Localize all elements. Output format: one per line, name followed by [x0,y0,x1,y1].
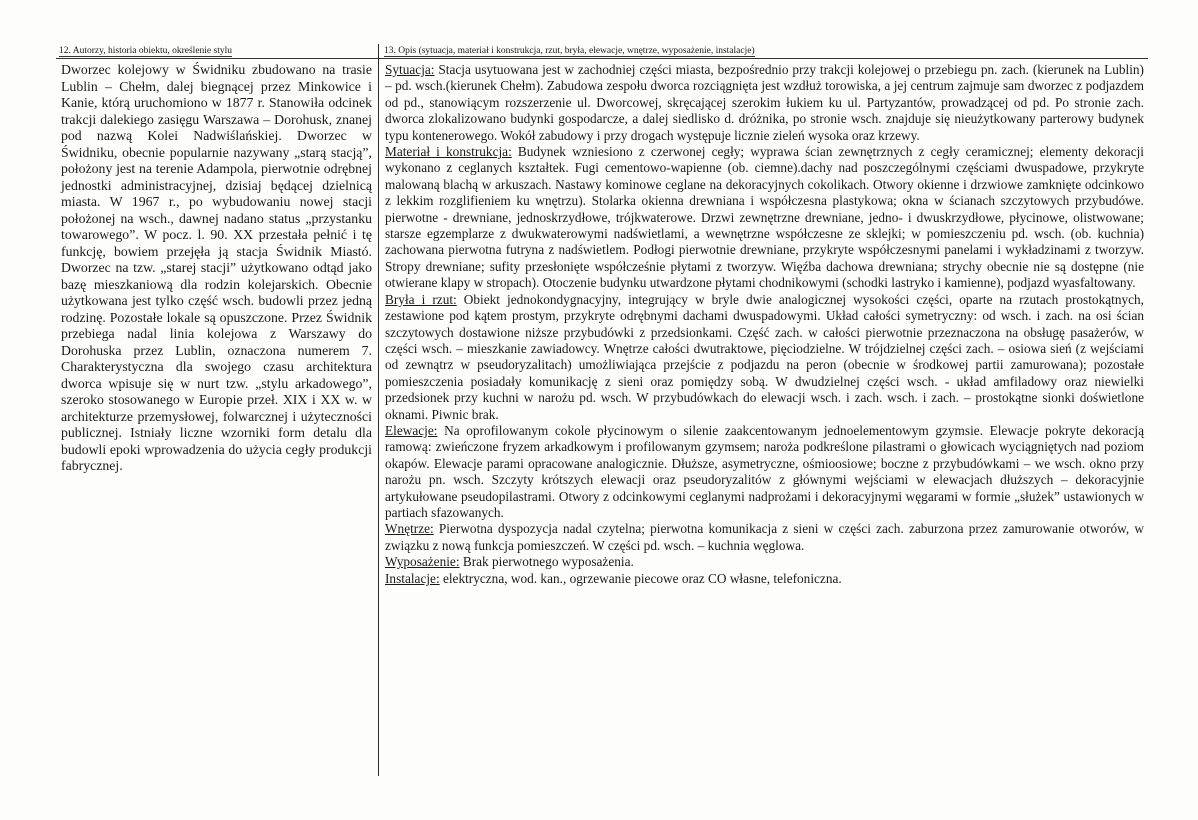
section-elevations [385,423,1144,521]
section-text: elektryczna, wod. kan., ogrzewanie piecowe oraz CO własne, telefoniczna. [439,570,842,586]
section-title: Materiał i konstrukcja: [385,144,512,160]
form-page [56,44,1151,776]
section-title: Elewacje: [385,422,438,438]
section-title: Wyposażenie: [385,554,460,570]
section-text: Stacja usytuowana jest w zachodniej części miasta, bezpośrednio przy trakcji kolejowej o przebiegu pn. zach. (kierunek na Lublin) – pd. wsch.(kierunek Chełm). Zabudowa zespołu dworca rozciągnięta jest wzdłuż torowiska, a jej centrum zajmuje sam dworzec z podjazdem od pd., stanowiącym rozszerzenie ul. Dworcowej, skręcającej szerokim łukiem ku ul. Partyzantów, prowadzącej od pd. Po stronie zach. dworca zlokalizowano budynki gospodarcze, a dalej siedlisko d. dróżnika, po stronie wsch. znajduje się nieużytkowany parterowy budynek typu kontenerowego. Wokół zabudowy i przy drogach występuje licznie zieleń wysoka oraz krzewy. [385,62,1144,143]
history-column: Dworzec kolejowy w Świdniku zbudowano na trasie Lublin – Chełm, dalej biegnącej przez Minkowice i Kanie, którą uruchomiono w 1877 r. Stanowiła odcinek trakcji dalekiego zasięgu Warszawa – Dorohusk, znanej pod nazwą Kolei Nadwiślańskiej. Dworzec w Świdniku, obecnie popularnie nazywany „starą stacją”, położony jest na terenie Adampola, pierwotnie odrębnej jednostki administracyjnej, dzisiaj będącej dzielnicą miasta. W 1967 r., po wybudowaniu nowej stacji położonej na wsch., dawnej nadano status „przystanku towarowego”. W pocz. l. 90. XX przestała pełnić i tę funkcję, bowiem przejęła ją stacja Świdnik Miastó. Dworzec na tzw. „starej stacji” użytkowano odtąd jako bazę mieszkaniową dla rodzin kolejarskich. Obecnie użytkowana jest tylko część wsch. budowli przez jedną rodzinę. Pozostałe lokale są opuszczone. Przez Świdnik przebiega nadal linia kolejowa z Warszawy do Dorohuska przez Lublin, oznaczona numerem 7. Charakterystyczna dla swojego czasu architektura dworca wpisuje się w nurt tzw. „stylu arkadowego”, szeroko stosowanego w Europie przeł. XIX i XX w. w architekturze przemysłowej, folwarcznej i użyteczności publicznej. Istniały liczne wzorniki form detalu dla budowli epoki wprowadzenia do użycia cegły produkcji fabrycznej. [61,62,372,473]
section-title: Sytuacja: [385,62,435,77]
header-left [59,44,232,58]
section-material [385,144,1144,292]
column-divider [378,44,379,776]
section-title: Bryła i rzut: [385,291,457,307]
description-column [385,62,1144,587]
header-right [384,44,755,58]
header-right-label: 13. Opis (sytuacja, materiał i konstrukcja, rzut, bryła, elewacje, wnętrze, wyposażenie, instalacje) [384,46,755,56]
section-furnishing [385,554,1144,570]
section-text: Brak pierwotnego wyposażenia. [459,554,634,570]
section-installations [385,571,1144,587]
section-interior [385,521,1144,554]
header-left-label: 12. Autorzy, historia obiektu, określenie stylu [59,46,232,56]
section-title: Instalacje: [385,570,440,586]
header-row [56,44,1148,59]
section-text: Budynek wzniesiono z czerwonej cegły; wyprawa ścian zewnętrznych z cegły ceramicznej; elementy dekoracji wykonano z ceglanych kształtek. Fugi cementowo-wapienne (ob. ciemne).dachy nad poszczególnymi częściami dwuspadowe, przykryte malowaną blachą w arkuszach. Nastawy kominowe ceglane na dekoracyjnych cokolikach. Otwory okienne i drzwiowe zamknięte odcinkowo z lekkim rozglifieniem ku wnętrzu). Stolarka okienna drewniana i współczesna plastykowa; okna w ścianach szczytowych przybudówe. pierwotne - drewniane, jednoskrzydłowe, trójkwaterowe. Drzwi zewnętrzne drewniane, jedno- i dwuskrzydłowe, płycinowe, olistwowane; starsze egzemplarze z dwukwaterowymi nadświetlami, a wewnętrzne współczesne ze sklejki; w pomieszczeniu pd. wsch. (ob. kuchnia) zachowana pierwotna futryna z nadświetlem. Podłogi pierwotnie drewniane, przykryte współczesnymi panelami i wykładzinami z tworzyw. Stropy drewniane; sufity przesłonięte współcześnie płytami z tworzyw. Więźba dachowa drewniana; strychy obecnie nie są dostępne (nie otwierane klapy w stropach). Otoczenie budynku utwardzone płytami chodnikowymi (schodki lastryko i kamienne), podjazd wyasfaltowany. [385,144,1144,291]
section-text: Pierwotna dyspozycja nadal czytelna; pierwotna komunikacja z sieni w części zach. zaburzona przez zamurowanie otworów, w związku z nową funkcja pomieszczeń. W części pd. wsch. – kuchnia węglowa. [385,521,1144,553]
section-text: Obiekt jednokondygnacyjny, integrujący w bryle dwie analogicznej wysokości części, oparte na rzutach prostokątnych, zestawione pod kątem prostym, przykryte odrębnymi dachami dwuspadowymi. Układ całości symetryczny: od wsch. i zach. na osi ścian szczytowych dostawione niższe przybudówki z przedsionkami. Część zach. w całości pierwotnie przeznaczona na obsługę pasażerów, w części wsch. – mieszkanie zawiadowcy. Wnętrze całości dwutraktowe, pięciodzielne. W trójdzielnej części zach. – osiowa sień (z wejściami od zewnątrz w pseudoryzalitach) umożliwiająca przejście z podjazdu na peron (obecnie w środkowej partii zamurowana); pozostałe pomieszczenia posiadały komunikację z sieni oraz pomiędzy sobą. W dwudzielnej części wsch. - układ amfiladowy oraz niewielki przedsionek przy kuchni w narożu pd. wsch. W przybudówkach do elewacji wsch. i zach. wsch. i zach. – prostokątne sionki doświetlone oknami. Piwnic brak. [385,291,1144,422]
section-text: Na oprofilowanym cokole płycinowym o silenie zaakcentowanym jednoelementowym gzymsie. Elewacje pokryte dekoracją ramową: zwieńczone fryzem arkadkowym i profilowanym gzymsem; naroża podkreślone pilastrami o głowicach wyciągniętych nad poziom okapów. Elewacje parami opracowane analogicznie. Dłuższe, asymetryczne, ośmioosiowe; boczne z przybudówkami – we wsch. okno przy narożu pn. wsch. Szczyty krótszych elewacji oraz pseudoryzalitów z głównymi wejściami w elewacjach dłuższych – dekoracyjnie artykułowane pseudopilastrami. Otwory z odcinkowymi ceglanymi nadprożami i dekoracyjnymi węgarami w formie „służek” ustawionych w partiach sfazowanych. [385,422,1144,520]
section-title: Wnętrze: [385,521,434,537]
section-situation [385,62,1144,144]
section-massing [385,292,1144,423]
